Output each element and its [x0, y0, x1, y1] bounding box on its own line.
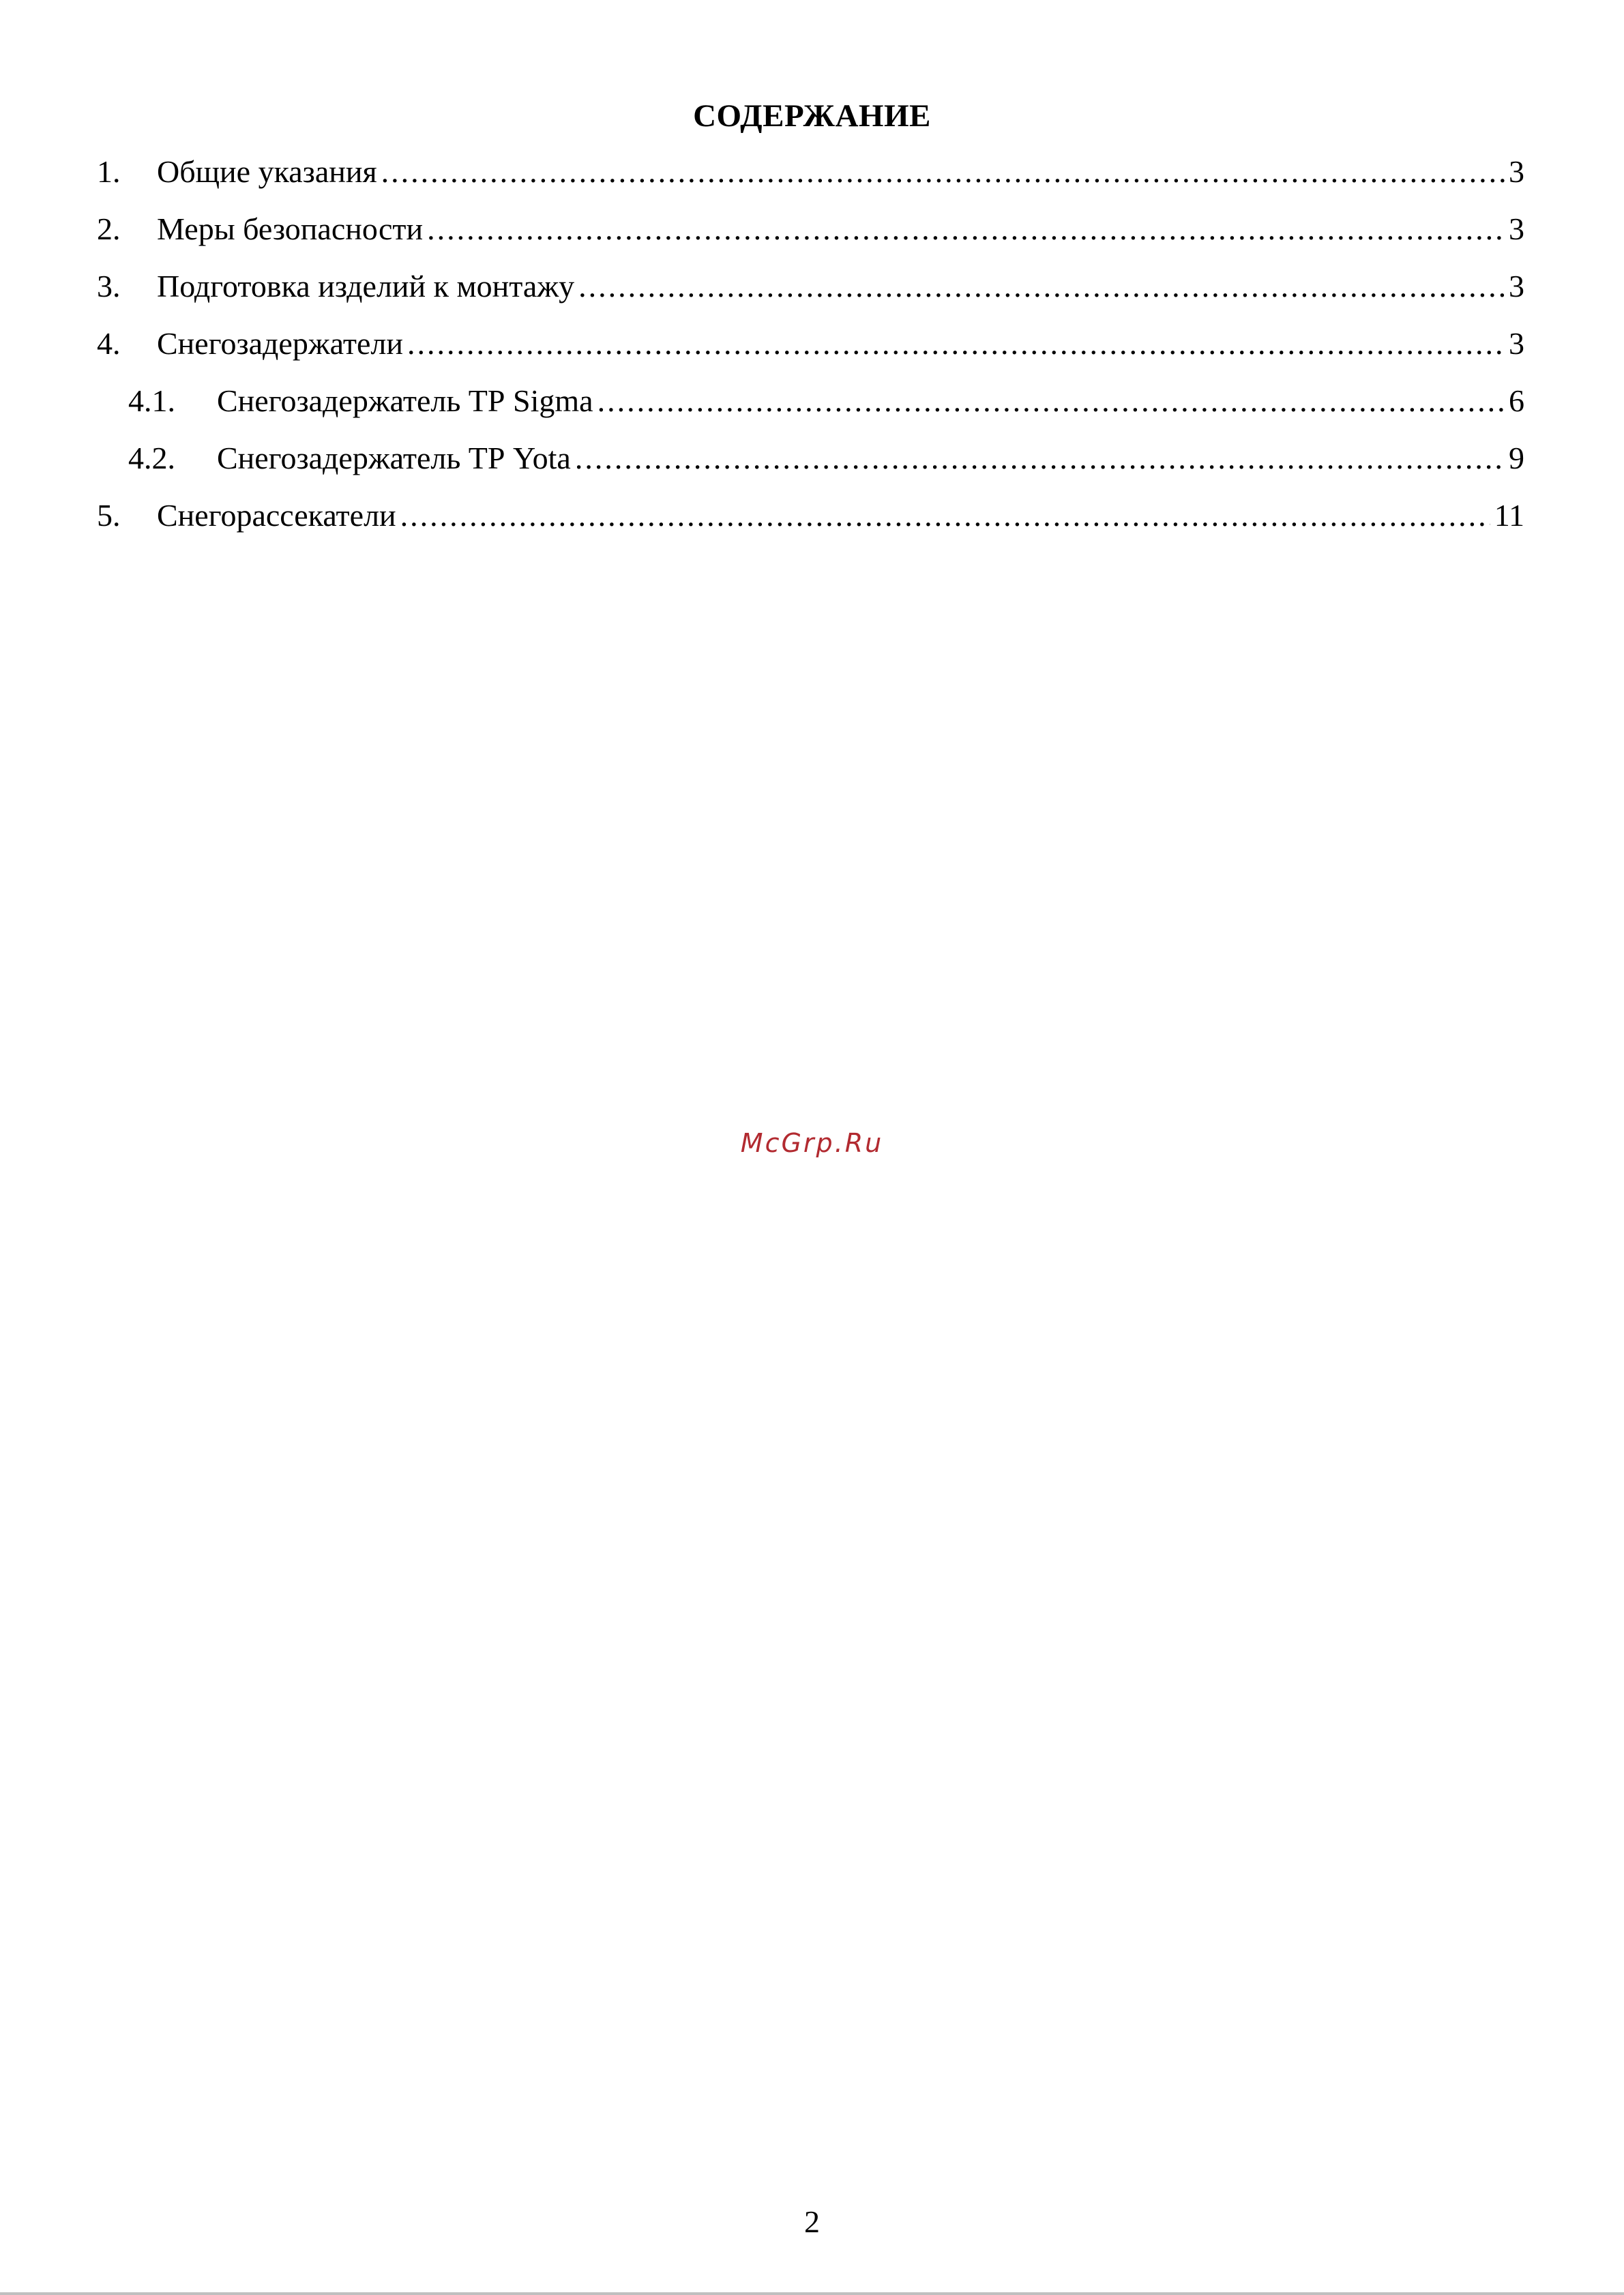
- toc-entry-number: 5.: [97, 498, 121, 533]
- toc-entry-4[interactable]: [97, 322, 1524, 379]
- toc-entry-number: 1.: [97, 154, 121, 189]
- toc-entry-text: Снегозадержатель ТР Yota: [217, 441, 571, 475]
- toc-entry-text: Подготовка изделий к монтажу: [157, 269, 575, 303]
- toc-entry-page: 6: [1509, 383, 1524, 418]
- toc-entry-3[interactable]: [97, 265, 1524, 322]
- toc-entry-4-1[interactable]: [97, 379, 1524, 436]
- toc-dot-leader: [578, 265, 1505, 308]
- toc-entry-number: 4.1.: [128, 383, 175, 418]
- toc-entry-text: Общие указания: [157, 154, 377, 189]
- toc-dot-leader: [400, 494, 1490, 537]
- toc-entry-page: 9: [1509, 441, 1524, 475]
- toc-entry-page: 11: [1494, 498, 1524, 533]
- toc-entry-number: 4.2.: [128, 441, 175, 475]
- page-bottom-divider: [0, 2292, 1624, 2295]
- toc-dot-leader: [575, 436, 1505, 480]
- toc-title: СОДЕРЖАНИЕ: [693, 98, 931, 134]
- toc-dot-leader: [427, 207, 1505, 251]
- toc-entry-number: 3.: [97, 269, 121, 303]
- toc-dot-leader: [407, 322, 1505, 366]
- toc-entry-1[interactable]: [97, 150, 1524, 207]
- toc-entry-text: Снегозадержатель ТР Sigma: [217, 383, 593, 418]
- toc-entry-page: 3: [1509, 326, 1524, 361]
- toc-entry-2[interactable]: [97, 207, 1524, 265]
- toc-dot-leader: [381, 150, 1505, 194]
- toc-entry-5[interactable]: [97, 494, 1524, 551]
- table-of-contents: [97, 150, 1524, 551]
- toc-dot-leader: [597, 379, 1505, 423]
- toc-entry-text: Снегорассекатели: [157, 498, 396, 533]
- toc-entry-text: Меры безопасности: [157, 211, 424, 246]
- toc-entry-number: 2.: [97, 211, 121, 246]
- toc-entry-number: 4.: [97, 326, 121, 361]
- toc-entry-page: 3: [1509, 211, 1524, 246]
- watermark-text: McGrp.Ru: [740, 1128, 884, 1158]
- page-number: 2: [804, 2204, 820, 2239]
- toc-entry-page: 3: [1509, 154, 1524, 189]
- toc-entry-page: 3: [1509, 269, 1524, 303]
- toc-entry-text: Снегозадержатели: [157, 326, 403, 361]
- toc-entry-4-2[interactable]: [97, 436, 1524, 494]
